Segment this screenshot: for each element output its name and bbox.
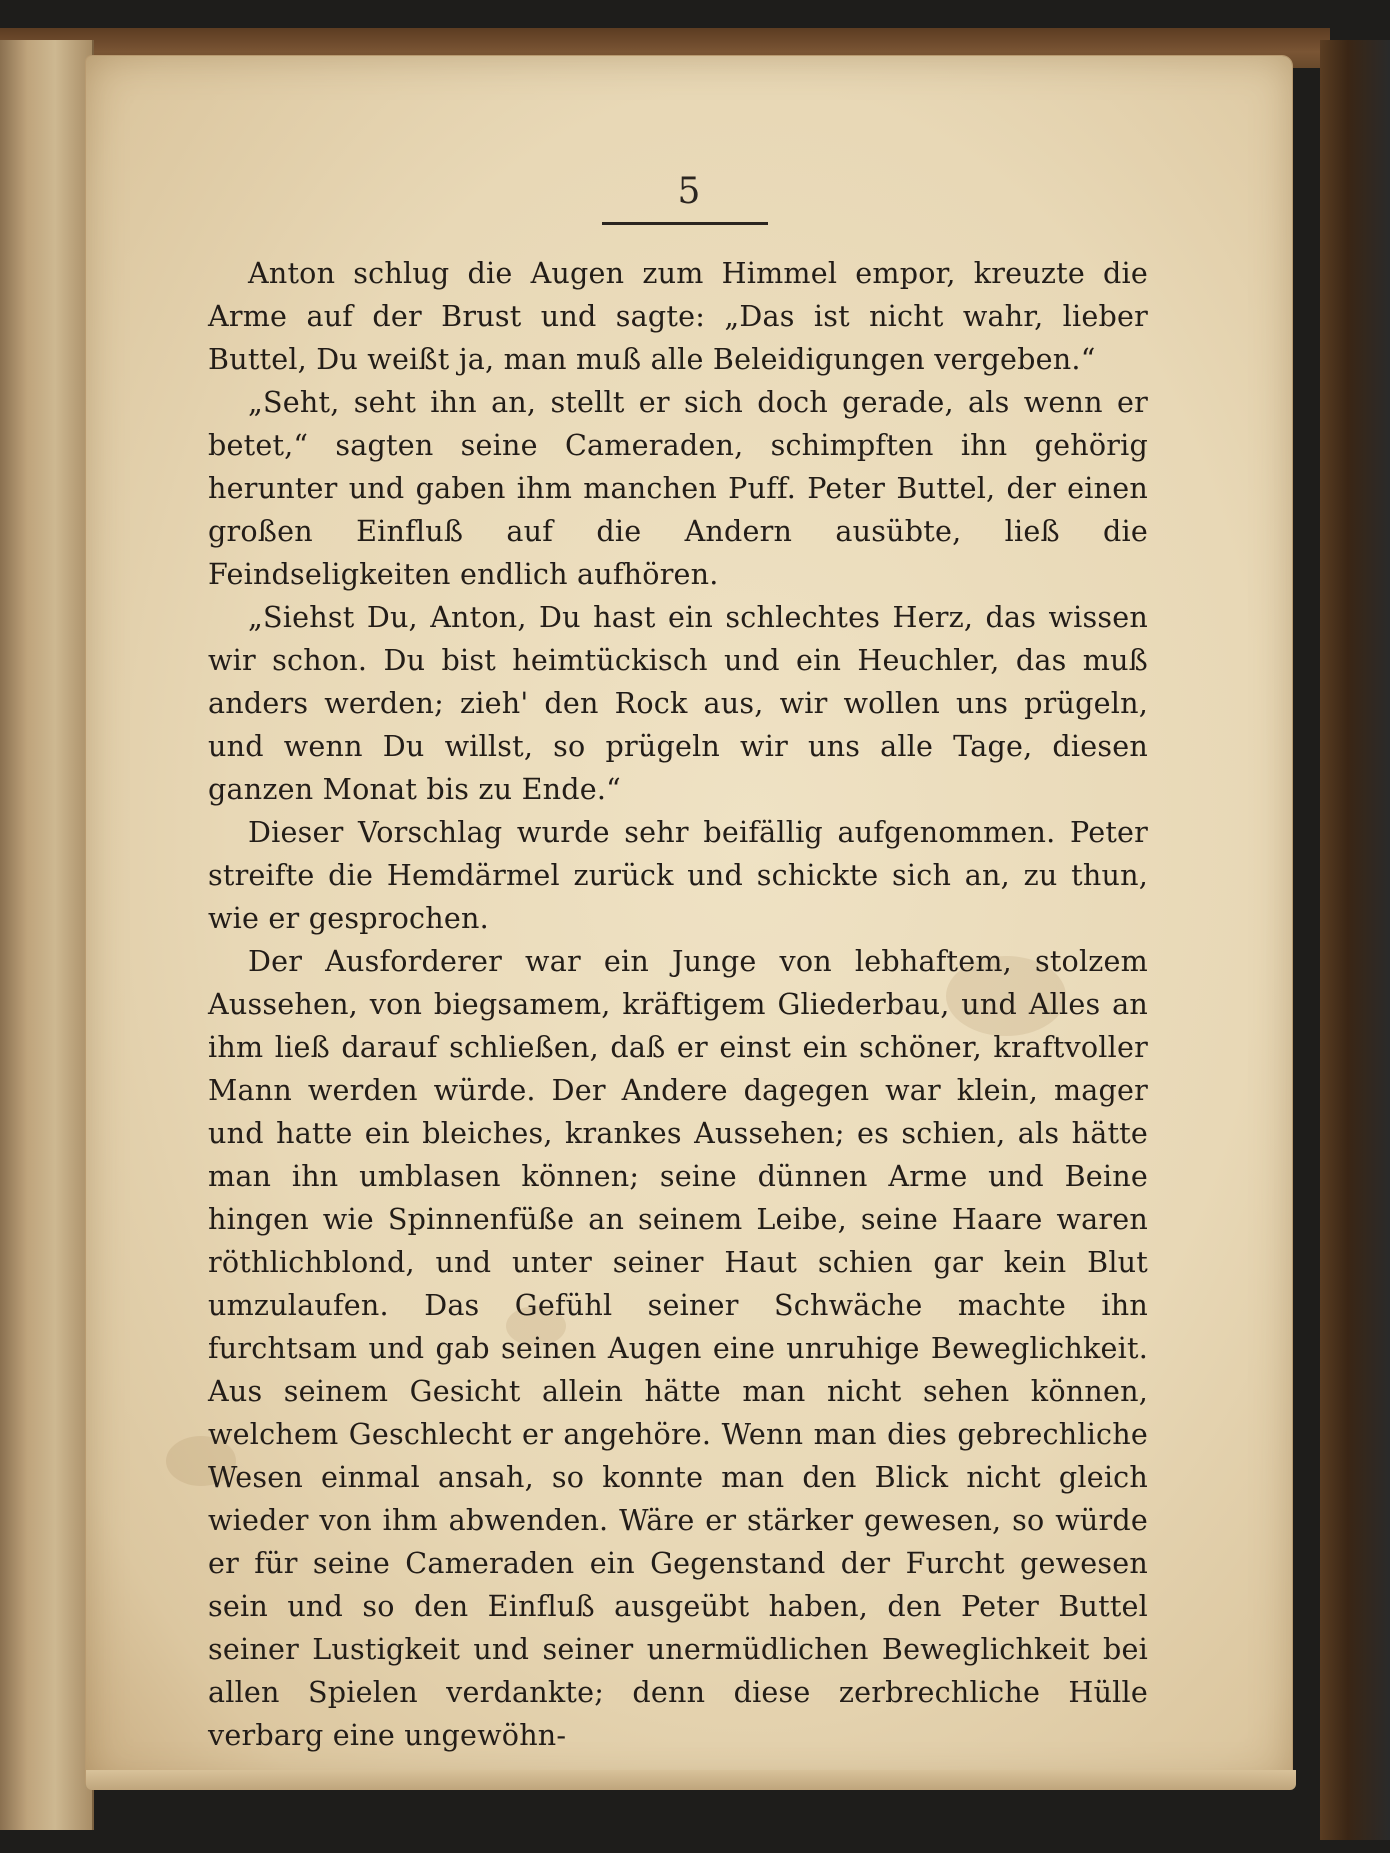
page-number: 5: [677, 171, 701, 212]
paragraph: Anton schlug die Augen zum Himmel empor, kreuzte die Arme auf der Brust und sagte: „Das ist nicht wahr, lieber Buttel, Du weißt ja, man muß alle Beleidigungen vergeben.“: [208, 256, 1148, 376]
page-text: [208, 252, 1148, 1757]
paragraph: „Siehst Du, Anton, Du hast ein schlechtes Herz, das wissen wir schon. Du bist heimtückisch und ein Heuchler, das muß anders werden; zieh' den Rock aus, wir wollen uns prügeln, und wenn Du willst, so prügeln wir uns alle Tage, diesen ganzen Monat bis zu Ende.“: [208, 600, 1148, 806]
paragraph: Der Ausforderer war ein Junge von lebhaftem, stolzem Aussehen, von biegsamem, kräftigem Gliederbau, und Alles an ihm ließ darauf schließen, daß er einst ein schöner, kraftvoller Mann werden würde. Der Andere dagegen war klein, mager und hatte ein bleiches, krankes Aussehen; es schien, als hätte man ihn umblasen können; seine dünnen Arme und Beine hingen wie Spinnenfüße an seinem Leibe, seine Haare waren röthlichblond, und unter seiner Haut schien gar kein Blut umzulaufen. Das Gefühl seiner Schwäche machte ihn furchtsam und gab seinen Augen eine unruhige Beweglichkeit. Aus seinem Gesicht allein hätte man nicht sehen können, welchem Geschlecht er angehöre. Wenn man dies gebrechliche Wesen einmal ansah, so konnte man den Blick nicht gleich wieder von ihm abwenden. Wäre er stärker gewesen, so würde er für seine Cameraden ein Gegenstand der Furcht gewesen sein und so den Einfluß ausgeübt haben, den Peter Buttel seiner Lustigkeit und seiner unermüdlichen Beweglichkeit bei allen Spielen verdankte; denn diese zerbrechliche Hülle verbarg eine ungewöhn-: [208, 944, 1148, 1752]
header-rule: [602, 222, 768, 225]
book-page: [86, 56, 1292, 1786]
facing-page-edge: [0, 40, 94, 1830]
paragraph: Dieser Vorschlag wurde sehr beifällig aufgenommen. Peter streifte die Hemdärmel zurück und schickte sich an, zu thun, wie er gesprochen.: [208, 815, 1148, 935]
book-cover-edge: [1320, 40, 1390, 1840]
paragraph: „Seht, seht ihn an, stellt er sich doch gerade, als wenn er betet,“ sagten seine Cameraden, schimpften ihn gehörig herunter und gaben ihm manchen Puff. Peter Buttel, der einen großen Einfluß auf die Andern ausübte, ließ die Feindseligkeiten endlich aufhören.: [208, 385, 1148, 591]
page-bottom-edge: [86, 1770, 1296, 1790]
page-number-header: [86, 171, 1292, 212]
